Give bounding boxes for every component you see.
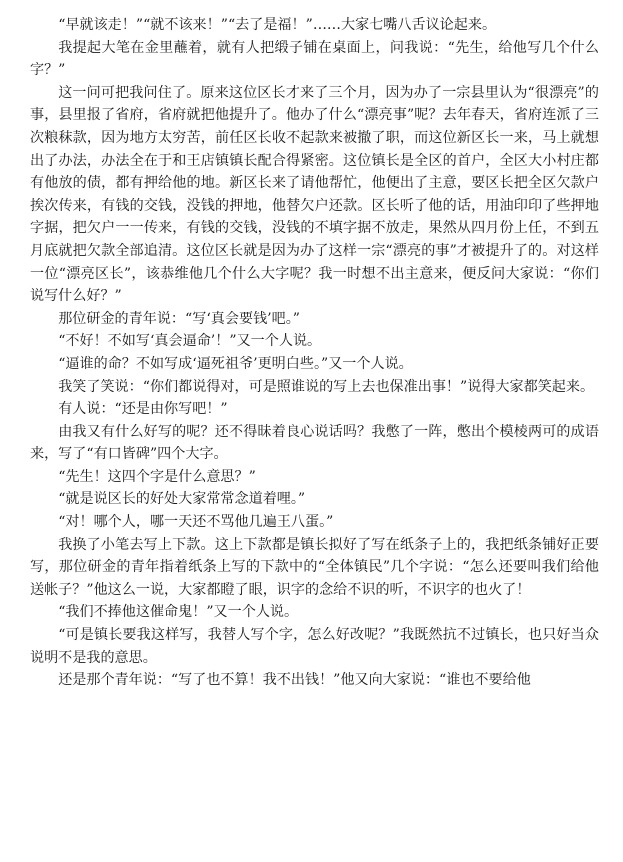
paragraph: “对！哪个人，哪一天还不骂他几遍王八蛋。” <box>58 514 334 531</box>
paragraph: 我笑了笑说：“你们都说得对，可是照谁说的写上去也保准出事！”说得大家都笑起来。 <box>58 378 595 395</box>
paragraph: “早就该走！”“就不该来！”“去了是福！”……大家七嘴八舌议论起来。 <box>58 17 497 33</box>
paragraph: 还是那个青年说：“写了也不算！我不出钱！”他又向大家说：“谁也不要给他 <box>58 672 531 689</box>
paragraph: “不好！不如写‘真会逼命’！”又一个人说。 <box>58 333 322 350</box>
paragraph: “就是说区长的好处大家常常念道着哩。” <box>58 491 306 508</box>
paragraph: 有人说：“还是由你写吧！” <box>58 401 228 418</box>
paragraph: “逼谁的命？不如写成‘逼死祖爷’更明白些。”又一个人说。 <box>58 355 413 372</box>
paragraph: 由我又有什么好写的呢？还不得昧着良心说话吗？我憋了一阵，憋出个模棱两可的成语来，写了“有口皆碑”四个大字。 <box>30 423 599 463</box>
paragraph: “先生！这四个字是什么意思？” <box>58 468 256 485</box>
paragraph: 我提起大笔在金里蘸着，就有人把缎子铺在桌面上，问我说：“先生，给他写几个什么字？” <box>30 39 599 79</box>
paragraph: 我换了小笔去写上下款。这上下款都是镇长拟好了写在纸条子上的，我把纸条铺好正要写，那位研金的青年指着纸条上写的下款中的“全体镇民”几个字说：“怎么还要叫我们给他送帐子？”他这么一说，大家都瞪了眼，识字的念给不识的听，不识字的也火了！ <box>30 536 599 598</box>
paragraph: “我们不捧他这催命鬼！”又一个人说。 <box>58 604 299 621</box>
paragraph: “可是镇长要我这样写，我替人写个字，怎么好改呢？”我既然抗不过镇长，也只好当众说明不是我的意思。 <box>30 627 599 666</box>
paragraph: 这一问可把我问住了。原来这位区长才来了三个月，因为办了一宗县里认为“很漂亮”的事，县里报了省府，省府就把他提升了。他办了什么“漂亮事”呢？去年春天，省府连派了三次粮秣款，因为地方太穷苦，前任区长收不起款来被撤了职，而这位新区长一来，马上就想出了办法，办法全在于和王店镇镇长配合得紧密。这位镇长是全区的首户，全区大小村庄都有他放的债，都有押给他的地。新区长来了请他帮忙，他便出了主意，要区长把全区欠款户挨次传来，有钱的交钱，没钱的押地，他替欠户还款。区长听了他的话，用油印印了些押地字据，把欠户一一传来，有钱的交钱，没钱的不填字据不放走，果然从四月份上任，不到五月底就把欠款全部追清。这位区长就是因为办了这样一宗“漂亮的事”才被提升了的。对这样一位“漂亮区长”，该恭维他几个什么大字呢？我一时想不出主意来，便反问大家说：“你们说写什么好？” <box>30 84 599 305</box>
paragraph: 那位研金的青年说：“写‘真会要钱’吧。” <box>58 310 301 327</box>
